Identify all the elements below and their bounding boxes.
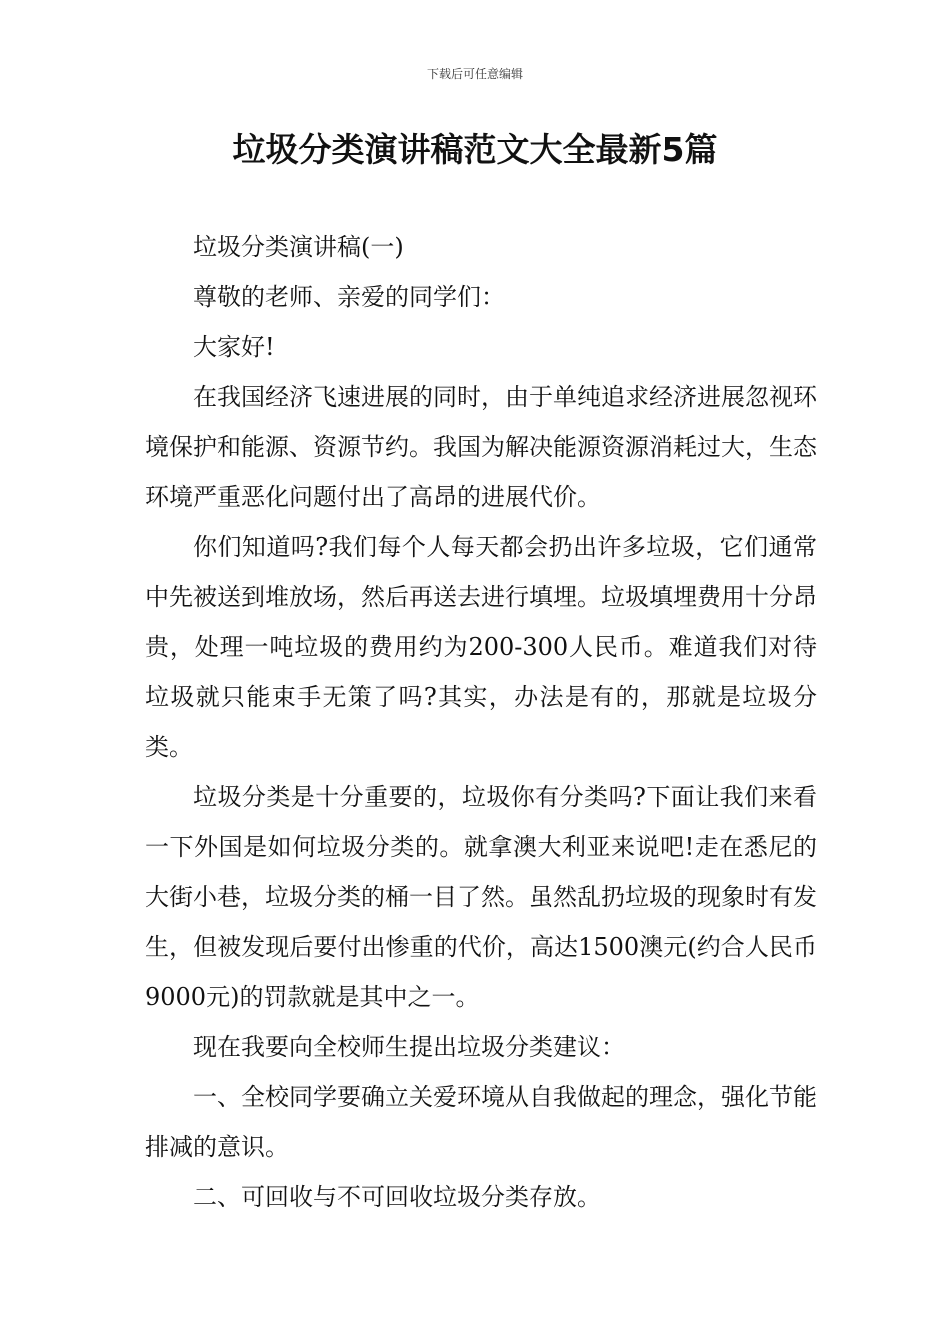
suggestion-item: 二、可回收与不可回收垃圾分类存放。	[193, 1183, 601, 1211]
paragraph: 在我国经济飞速进展的同时，由于单纯追求经济进展忽视环境保护和能源、资源节约。我国为解决能源资源消耗过大，生态环境严重恶化问题付出了高昂的进展代价。	[145, 383, 817, 511]
section-heading: 垃圾分类演讲稿(一)	[193, 233, 404, 261]
page-header-note: 下载后可任意编辑	[426, 67, 523, 81]
document-title: 垃圾分类演讲稿范文大全最新5篇	[232, 130, 718, 169]
suggestion-item: 一、全校同学要确立关爱环境从自我做起的理念，强化节能排减的意识。	[145, 1083, 817, 1161]
salutation: 尊敬的老师、亲爱的同学们：	[193, 283, 505, 311]
paragraph: 垃圾分类是十分重要的，垃圾你有分类吗?下面让我们来看一下外国是如何垃圾分类的。就拿澳大利亚来说吧!走在悉尼的大街小巷，垃圾分类的桶一目了然。虽然乱扔垃圾的现象时有发生，但被发现后要付出惨重的代价，高达1500澳元(约合人民币9000元)的罚款就是其中之一。	[145, 783, 817, 1011]
greeting: 大家好!	[193, 333, 275, 361]
paragraph: 现在我要向全校师生提出垃圾分类建议：	[193, 1033, 625, 1061]
document-body	[145, 222, 817, 1222]
paragraph: 你们知道吗?我们每个人每天都会扔出许多垃圾，它们通常中先被送到堆放场，然后再送去进行填埋。垃圾填埋费用十分昂贵，处理一吨垃圾的费用约为200-300人民币。难道我们对待垃圾就只能束手无策了吗?其实，办法是有的，那就是垃圾分类。	[145, 533, 817, 761]
